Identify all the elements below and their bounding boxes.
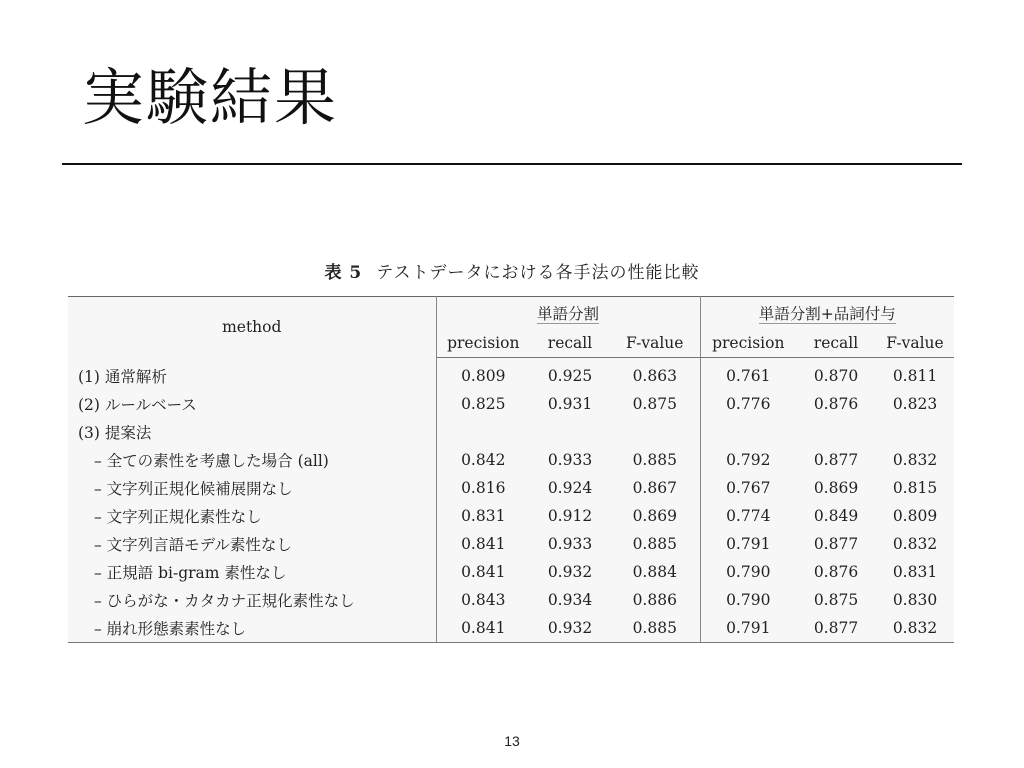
- cell: 0.925: [547, 367, 593, 385]
- cell: 0.885: [610, 530, 700, 558]
- cell: [530, 418, 610, 446]
- cell: 0.791: [700, 614, 796, 643]
- group-header-segmentation-pos: 単語分割+品詞付与: [700, 297, 954, 330]
- page-number: 13: [504, 733, 520, 749]
- cell-best: 0.843: [461, 591, 506, 609]
- cell: 0.841: [436, 614, 530, 643]
- cell: 0.816: [461, 479, 506, 497]
- cell: 0.863: [610, 358, 700, 391]
- cell: 0.831: [892, 563, 938, 581]
- table-row: [68, 358, 954, 391]
- results-table: [68, 296, 954, 643]
- slide-title: 実験結果: [82, 61, 339, 134]
- cell: [700, 418, 796, 446]
- cell: 0.877: [813, 535, 859, 553]
- row-label: (2) ルールベース: [68, 390, 436, 418]
- cell: 0.767: [726, 479, 771, 497]
- cell: [876, 418, 954, 446]
- cell: 0.869: [813, 479, 859, 497]
- row-label: (1) 通常解析: [68, 358, 436, 391]
- table-row: [68, 586, 954, 614]
- cell: 0.932: [530, 614, 610, 643]
- cell: 0.870: [813, 367, 859, 385]
- cell-best: 0.877: [813, 451, 859, 469]
- cell: 0.841: [461, 535, 506, 553]
- cell: 0.832: [876, 614, 954, 643]
- cell: 0.832: [892, 535, 938, 553]
- cell: 0.841: [461, 563, 506, 581]
- cell: 0.876: [813, 563, 859, 581]
- cell: 0.933: [547, 535, 593, 553]
- cell: 0.830: [892, 591, 938, 609]
- cell: 0.809: [892, 507, 938, 525]
- row-label: – 正規語 bi-gram 素性なし: [68, 558, 436, 586]
- cell: 0.932: [547, 563, 593, 581]
- cell: 0.885: [610, 614, 700, 643]
- table-row: [68, 558, 954, 586]
- row-label: (3) 提案法: [68, 418, 436, 446]
- row-label: – ひらがな・カタカナ正規化素性なし: [68, 586, 436, 614]
- cell: 0.815: [892, 479, 938, 497]
- cell: 0.809: [461, 367, 506, 385]
- col-recall-1: recall: [530, 329, 610, 358]
- row-label: – 崩れ形態素素性なし: [68, 614, 436, 643]
- cell: [610, 418, 700, 446]
- cell-best: 0.934: [547, 591, 593, 609]
- cell: 0.811: [892, 367, 938, 385]
- col-fvalue-1: F-value: [610, 329, 700, 358]
- table-row: [68, 614, 954, 643]
- cell: 0.776: [726, 395, 771, 413]
- cell: 0.875: [610, 390, 700, 418]
- table-row: [68, 530, 954, 558]
- cell: 0.924: [547, 479, 593, 497]
- table-row: [68, 390, 954, 418]
- cell: 0.884: [610, 558, 700, 586]
- cell: 0.867: [610, 474, 700, 502]
- cell: 0.791: [726, 535, 771, 553]
- cell: 0.831: [461, 507, 506, 525]
- cell: 0.877: [796, 614, 876, 643]
- col-fvalue-2: F-value: [876, 329, 954, 358]
- table-row: [68, 474, 954, 502]
- cell-best: 0.792: [726, 451, 771, 469]
- cell: 0.823: [892, 395, 938, 413]
- col-precision-1: precision: [436, 329, 530, 358]
- cell: 0.790: [726, 591, 771, 609]
- cell: 0.774: [726, 507, 771, 525]
- row-label: – 文字列言語モデル素性なし: [68, 530, 436, 558]
- cell-best: 0.832: [892, 451, 938, 469]
- title-divider: [62, 163, 962, 165]
- cell: 0.790: [726, 563, 771, 581]
- caption-label: 表 5: [324, 263, 363, 283]
- caption-text: テストデータにおける各手法の性能比較: [376, 263, 700, 283]
- cell: 0.842: [461, 451, 506, 469]
- cell: 0.849: [813, 507, 859, 525]
- cell: 0.825: [461, 395, 506, 413]
- cell: 0.931: [547, 395, 593, 413]
- group-header-segmentation: 単語分割: [436, 297, 700, 330]
- cell-best: 0.886: [610, 586, 700, 614]
- cell: 0.761: [726, 367, 771, 385]
- col-precision-2: precision: [700, 329, 796, 358]
- row-label: – 文字列正規化候補展開なし: [68, 474, 436, 502]
- method-header: method: [68, 297, 436, 358]
- table-row: [68, 446, 954, 474]
- cell: 0.869: [610, 502, 700, 530]
- cell: 0.885: [610, 446, 700, 474]
- col-recall-2: recall: [796, 329, 876, 358]
- table-caption: [0, 258, 1024, 283]
- row-label: – 文字列正規化素性なし: [68, 502, 436, 530]
- cell: 0.876: [813, 395, 859, 413]
- cell: [436, 418, 530, 446]
- cell: 0.875: [813, 591, 859, 609]
- cell: [796, 418, 876, 446]
- table-row: [68, 418, 954, 446]
- cell: 0.933: [547, 451, 593, 469]
- table-row: [68, 502, 954, 530]
- cell: 0.912: [547, 507, 593, 525]
- row-label: – 全ての素性を考慮した場合 (all): [68, 446, 436, 474]
